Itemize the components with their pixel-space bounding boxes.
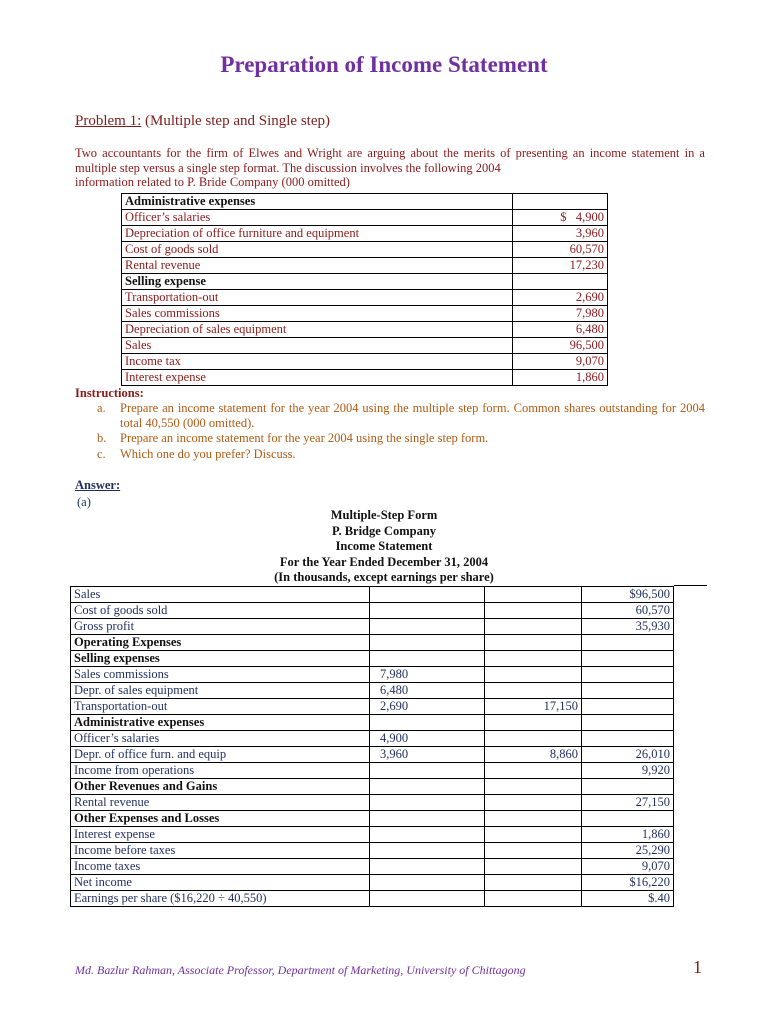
- item-amount: 96,500: [513, 338, 608, 354]
- subtotal-amount: [485, 875, 582, 891]
- problem-description: [75, 146, 705, 190]
- total-amount: [582, 811, 674, 827]
- subtotal-amount: [485, 603, 582, 619]
- table-row: [122, 258, 608, 274]
- line-label: Other Expenses and Losses: [71, 811, 370, 827]
- subtotal-amount: [485, 795, 582, 811]
- line-label: Gross profit: [71, 619, 370, 635]
- item-amount: $ 4,900: [513, 210, 608, 226]
- divider: [674, 585, 707, 586]
- list-item: c. Which one do you prefer? Discuss.: [97, 446, 296, 461]
- detail-amount: 4,900: [370, 731, 485, 747]
- total-amount: [582, 715, 674, 731]
- page-number: 1: [693, 957, 702, 977]
- table-row: [71, 875, 674, 891]
- subtotal-amount: [485, 651, 582, 667]
- subtotal-amount: [485, 891, 582, 907]
- item-amount: 1,860: [513, 370, 608, 386]
- subtotal-amount: [485, 811, 582, 827]
- table-row: [122, 194, 608, 210]
- item-amount: 3,960: [513, 226, 608, 242]
- detail-amount: 7,980: [370, 667, 485, 683]
- total-amount: [582, 683, 674, 699]
- total-amount: [582, 699, 674, 715]
- total-amount: 35,930: [582, 619, 674, 635]
- total-amount: [582, 731, 674, 747]
- table-row: [122, 370, 608, 386]
- subtotal-amount: [485, 667, 582, 683]
- total-amount: 60,570: [582, 603, 674, 619]
- line-label: Selling expenses: [71, 651, 370, 667]
- subtotal-amount: [485, 843, 582, 859]
- line-label: Cost of goods sold: [71, 603, 370, 619]
- line-label: Sales: [71, 587, 370, 603]
- table-row: [71, 619, 674, 635]
- detail-amount: [370, 811, 485, 827]
- table-row: [122, 338, 608, 354]
- total-amount: [582, 651, 674, 667]
- statement-form-title: Multiple-Step Form: [330, 508, 438, 522]
- detail-amount: [370, 619, 485, 635]
- detail-amount: 3,960: [370, 747, 485, 763]
- list-item: a. Prepare an income statement for the year 2004 using the multiple step form. Common shares outstanding for 2004 total 40,550 (000 omitted).: [97, 401, 705, 430]
- line-label: Other Revenues and Gains: [71, 779, 370, 795]
- intro-text: Two accountants for the firm of Elwes and Wright are arguing about the merits of presenting an income statement in a multiple step versus a single step format. The discussion involves the following 2004: [75, 146, 705, 175]
- list-item: b. Prepare an income statement for the year 2004 using the single step form.: [97, 431, 489, 445]
- detail-amount: [370, 635, 485, 651]
- total-amount: 1,860: [582, 827, 674, 843]
- table-row: [71, 859, 674, 875]
- table-row: [71, 795, 674, 811]
- table-row: [122, 322, 608, 338]
- problem-label: Problem 1:: [75, 113, 142, 129]
- total-amount: $.40: [582, 891, 674, 907]
- item-amount: 17,230: [513, 258, 608, 274]
- subtotal-amount: [485, 827, 582, 843]
- line-label: Rental revenue: [71, 795, 370, 811]
- item-amount: 9,070: [513, 354, 608, 370]
- table-row: [71, 635, 674, 651]
- line-label: Operating Expenses: [71, 635, 370, 651]
- item-label: Sales: [122, 338, 513, 354]
- instructions-list: [95, 401, 705, 462]
- table-row: [71, 779, 674, 795]
- given-data-table: [121, 193, 608, 386]
- intro-text-last-line: information related to P. Bride Company (000 omitted): [75, 175, 350, 189]
- line-label: Interest expense: [71, 827, 370, 843]
- item-label: Selling expense: [122, 274, 513, 290]
- table-row: [71, 651, 674, 667]
- line-label: Income taxes: [71, 859, 370, 875]
- detail-amount: [370, 763, 485, 779]
- detail-amount: [370, 715, 485, 731]
- item-label: Officer’s salaries: [122, 210, 513, 226]
- table-row: [71, 603, 674, 619]
- line-label: Income from operations: [71, 763, 370, 779]
- table-row: [122, 210, 608, 226]
- item-amount: 6,480: [513, 322, 608, 338]
- subtotal-amount: [485, 859, 582, 875]
- line-label: Officer’s salaries: [71, 731, 370, 747]
- item-amount: [513, 194, 608, 210]
- subtotal-amount: 17,150: [485, 699, 582, 715]
- subtotal-amount: [485, 619, 582, 635]
- subtotal-amount: [485, 715, 582, 731]
- item-label: Rental revenue: [122, 258, 513, 274]
- footer-author: Md. Bazlur Rahman, Associate Professor, Department of Marketing, University of Chittagong: [75, 963, 526, 977]
- item-label: Cost of goods sold: [122, 242, 513, 258]
- subtotal-amount: [485, 763, 582, 779]
- item-label: Income tax: [122, 354, 513, 370]
- table-row: [71, 747, 674, 763]
- table-row: [122, 290, 608, 306]
- statement-header: [0, 508, 768, 586]
- detail-amount: [370, 603, 485, 619]
- answer-heading: Answer:: [75, 478, 121, 492]
- item-label: Administrative expenses: [122, 194, 513, 210]
- table-row: [122, 354, 608, 370]
- total-amount: [582, 667, 674, 683]
- table-row: [71, 683, 674, 699]
- table-row: [71, 843, 674, 859]
- item-amount: 60,570: [513, 242, 608, 258]
- subtotal-amount: [485, 635, 582, 651]
- item-label: Transportation-out: [122, 290, 513, 306]
- problem-subtitle: (Multiple step and Single step): [141, 113, 330, 129]
- detail-amount: 2,690: [370, 699, 485, 715]
- detail-amount: [370, 859, 485, 875]
- total-amount: [582, 779, 674, 795]
- table-row: [71, 587, 674, 603]
- total-amount: 25,290: [582, 843, 674, 859]
- item-amount: 7,980: [513, 306, 608, 322]
- item-amount: [513, 274, 608, 290]
- item-label: Depreciation of sales equipment: [122, 322, 513, 338]
- total-amount: 26,010: [582, 747, 674, 763]
- detail-amount: [370, 843, 485, 859]
- detail-amount: [370, 651, 485, 667]
- total-amount: 27,150: [582, 795, 674, 811]
- line-label: Income before taxes: [71, 843, 370, 859]
- line-label: Net income: [71, 875, 370, 891]
- total-amount: [582, 635, 674, 651]
- item-amount: 2,690: [513, 290, 608, 306]
- statement-period: For the Year Ended December 31, 2004: [279, 554, 489, 569]
- problem-heading: [75, 113, 330, 130]
- subtotal-amount: [485, 587, 582, 603]
- detail-amount: [370, 587, 485, 603]
- line-label: Sales commissions: [71, 667, 370, 683]
- instructions-heading: Instructions:: [75, 386, 144, 400]
- detail-amount: [370, 875, 485, 891]
- subtotal-amount: 8,860: [485, 747, 582, 763]
- subtotal-amount: [485, 683, 582, 699]
- item-label: Sales commissions: [122, 306, 513, 322]
- line-label: Depr. of sales equipment: [71, 683, 370, 699]
- income-statement-table: [70, 586, 674, 907]
- line-label: Administrative expenses: [71, 715, 370, 731]
- line-label: Earnings per share ($16,220 ÷ 40,550): [71, 891, 370, 907]
- subtotal-amount: [485, 731, 582, 747]
- table-row: [122, 226, 608, 242]
- statement-name: Income Statement: [335, 539, 433, 553]
- detail-amount: [370, 779, 485, 795]
- table-row: [71, 667, 674, 683]
- table-row: [71, 731, 674, 747]
- subtotal-amount: [485, 779, 582, 795]
- statement-units: (In thousands, except earnings per share): [274, 570, 494, 584]
- table-row: [71, 715, 674, 731]
- item-label: Interest expense: [122, 370, 513, 386]
- detail-amount: [370, 891, 485, 907]
- company-name: P. Bridge Company: [331, 523, 437, 538]
- detail-amount: [370, 827, 485, 843]
- table-row: [71, 763, 674, 779]
- table-row: [71, 827, 674, 843]
- item-label: Depreciation of office furniture and equipment: [122, 226, 513, 242]
- table-row: [71, 699, 674, 715]
- total-amount: $96,500: [582, 587, 674, 603]
- detail-amount: [370, 795, 485, 811]
- total-amount: 9,070: [582, 859, 674, 875]
- answer-part-label: (a): [77, 495, 91, 509]
- total-amount: 9,920: [582, 763, 674, 779]
- total-amount: $16,220: [582, 875, 674, 891]
- table-row: [122, 242, 608, 258]
- table-row: [122, 306, 608, 322]
- table-row: [71, 891, 674, 907]
- line-label: Depr. of office furn. and equip: [71, 747, 370, 763]
- table-row: [122, 274, 608, 290]
- table-row: [71, 811, 674, 827]
- line-label: Transportation-out: [71, 699, 370, 715]
- detail-amount: 6,480: [370, 683, 485, 699]
- page-title: Preparation of Income Statement: [220, 52, 548, 77]
